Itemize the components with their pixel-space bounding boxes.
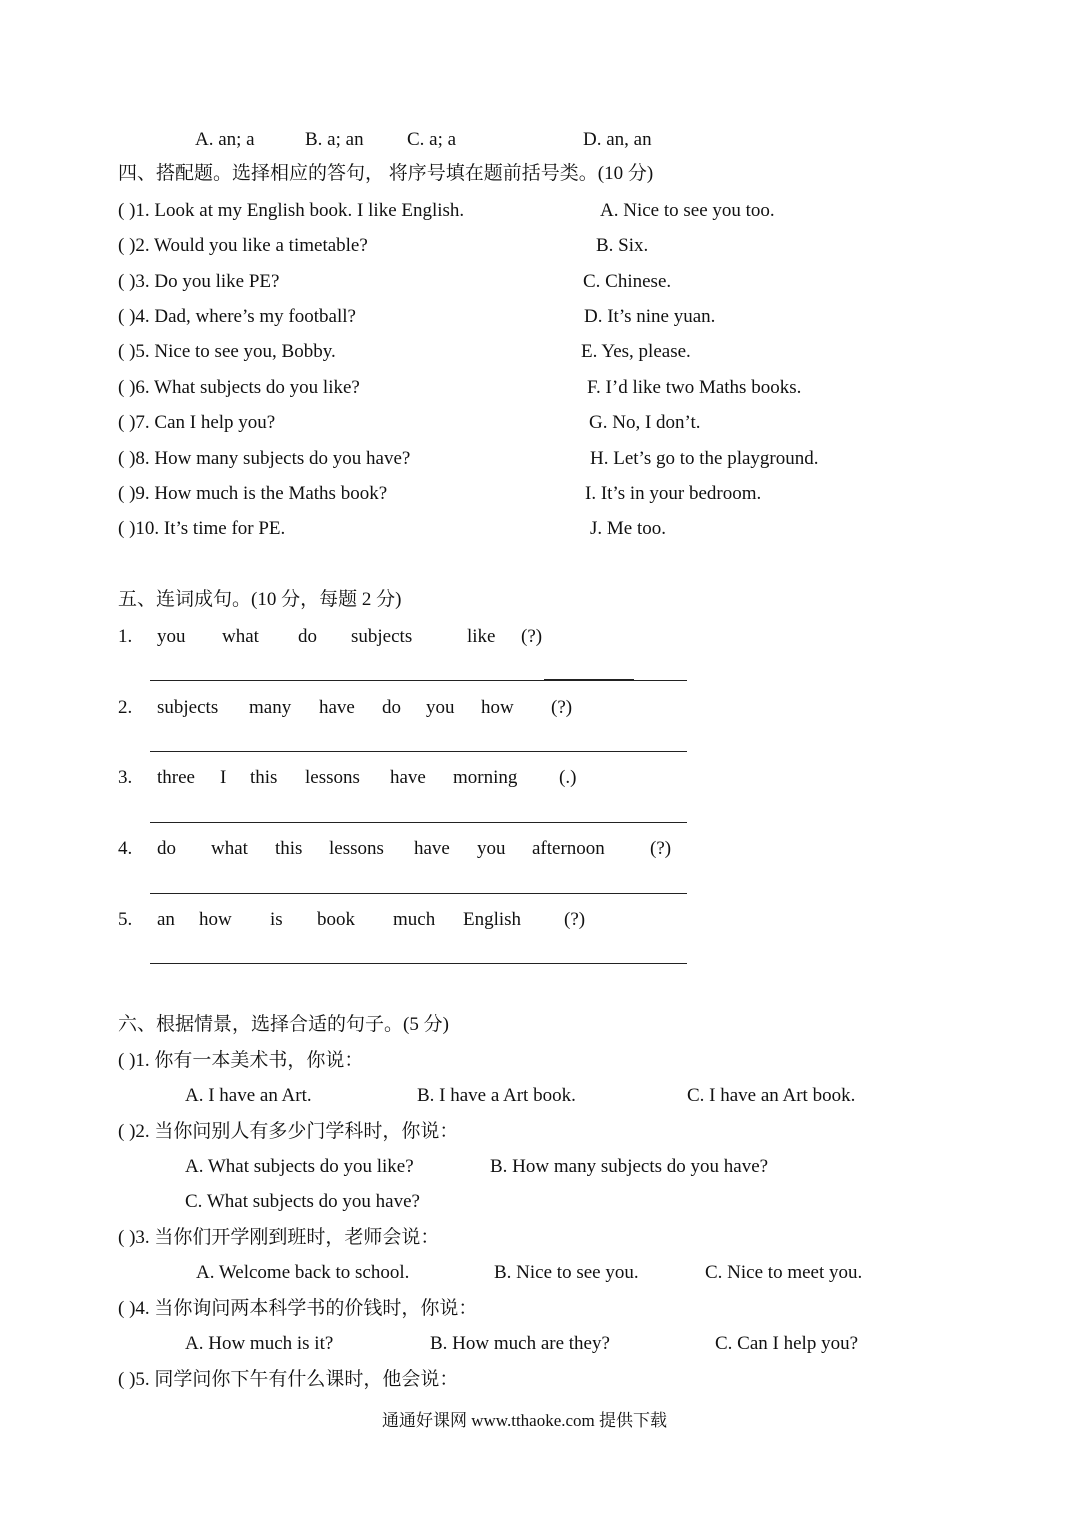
scrambled-word: (?) <box>564 909 586 930</box>
scrambled-word: you <box>426 697 455 718</box>
situation-question: ( )2. 当你问别人有多少门学科时，你说： <box>118 1121 459 1142</box>
scrambled-word: have <box>319 697 355 718</box>
scrambled-word: you <box>477 838 506 859</box>
match-question: ( )5. Nice to see you, Bobby. <box>118 341 336 362</box>
scrambled-word: English <box>463 909 522 930</box>
choice-option: A. What subjects do you like? <box>185 1156 414 1177</box>
section5-heading: 五、连词成句。(10 分，每题 2 分) <box>118 589 402 610</box>
match-answer: I. It’s in your bedroom. <box>585 483 762 504</box>
match-question: ( )9. How much is the Maths book? <box>118 483 388 504</box>
choice-option: B. I have a Art book. <box>417 1085 576 1106</box>
scrambled-word: this <box>275 838 303 859</box>
match-question: ( )10. It’s time for PE. <box>118 518 286 539</box>
scrambled-word: many <box>249 697 292 718</box>
match-answer: J. Me too. <box>590 518 666 539</box>
match-question: ( )8. How many subjects do you have? <box>118 448 411 469</box>
situation-question: ( )1. 你有一本美术书，你说： <box>118 1050 364 1071</box>
option-c: C. a; a <box>407 129 457 150</box>
answer-line[interactable] <box>150 751 687 752</box>
scrambled-word: have <box>414 838 450 859</box>
choice-option: A. How much is it? <box>185 1333 334 1354</box>
match-question: ( )3. Do you like PE? <box>118 271 280 292</box>
answer-line[interactable] <box>150 822 687 823</box>
item-number: 2. <box>118 697 133 718</box>
choice-option: A. I have an Art. <box>185 1085 312 1106</box>
scrambled-word: lessons <box>305 767 360 788</box>
option-b: B. a; an <box>305 129 364 150</box>
match-answer: C. Chinese. <box>583 271 672 292</box>
match-answer: D. It’s nine yuan. <box>584 306 716 327</box>
scrambled-word: have <box>390 767 426 788</box>
scrambled-word: what <box>211 838 248 859</box>
scrambled-word: (.) <box>559 767 577 788</box>
situation-question: ( )4. 当你询问两本科学书的价钱时，你说： <box>118 1298 478 1319</box>
item-number: 5. <box>118 909 133 930</box>
choice-option: B. How many subjects do you have? <box>490 1156 769 1177</box>
situation-question: ( )5. 同学问你下午有什么课时，他会说： <box>118 1369 459 1390</box>
scrambled-word: (?) <box>551 697 573 718</box>
match-question: ( )1. Look at my English book. I like English. <box>118 200 465 221</box>
match-answer: A. Nice to see you too. <box>600 200 775 221</box>
choice-option: C. I have an Art book. <box>687 1085 856 1106</box>
item-number: 1. <box>118 626 133 647</box>
match-answer: B. Six. <box>596 235 649 256</box>
answer-line[interactable] <box>150 893 687 894</box>
match-question: ( )7. Can I help you? <box>118 412 276 433</box>
item-number: 3. <box>118 767 133 788</box>
section6-heading: 六、根据情景，选择合适的句子。(5 分) <box>118 1014 449 1035</box>
choice-option: C. Can I help you? <box>715 1333 859 1354</box>
page-footer: 通通好课网 www.tthaoke.com 提供下载 <box>382 1411 668 1430</box>
scrambled-word: three <box>157 767 195 788</box>
scrambled-word: afternoon <box>532 838 605 859</box>
scrambled-word: how <box>481 697 514 718</box>
match-answer: F. I’d like two Maths books. <box>587 377 802 398</box>
scrambled-word: (?) <box>521 626 543 647</box>
match-answer: E. Yes, please. <box>581 341 691 362</box>
scrambled-word: is <box>270 909 283 930</box>
scrambled-word: how <box>199 909 232 930</box>
item-number: 4. <box>118 838 133 859</box>
option-a: A. an; a <box>195 129 255 150</box>
scrambled-word: you <box>157 626 186 647</box>
match-question: ( )4. Dad, where’s my football? <box>118 306 356 327</box>
section4-heading: 四、搭配题。选择相应的答句， 将序号填在题前括号类。(10 分) <box>118 163 654 184</box>
scrambled-word: what <box>222 626 259 647</box>
choice-option: C. What subjects do you have? <box>185 1191 420 1212</box>
match-answer: H. Let’s go to the playground. <box>590 448 819 469</box>
scrambled-word: subjects <box>351 626 413 647</box>
match-answer: G. No, I don’t. <box>589 412 701 433</box>
choice-option: A. Welcome back to school. <box>196 1262 410 1283</box>
scrambled-word: do <box>157 838 176 859</box>
scrambled-word: subjects <box>157 697 219 718</box>
choice-option: B. Nice to see you. <box>494 1262 639 1283</box>
scrambled-word: I <box>220 767 227 788</box>
answer-line[interactable] <box>150 963 687 964</box>
choice-option: C. Nice to meet you. <box>705 1262 863 1283</box>
scrambled-word: do <box>298 626 317 647</box>
scrambled-word: much <box>393 909 436 930</box>
option-d: D. an, an <box>583 129 652 150</box>
answer-line-mark <box>544 679 634 681</box>
scrambled-word: this <box>250 767 278 788</box>
scrambled-word: lessons <box>329 838 384 859</box>
match-question: ( )2. Would you like a timetable? <box>118 235 368 256</box>
scrambled-word: do <box>382 697 401 718</box>
scrambled-word: an <box>157 909 175 930</box>
scrambled-word: book <box>317 909 355 930</box>
scrambled-word: like <box>467 626 496 647</box>
scrambled-word: morning <box>453 767 518 788</box>
situation-question: ( )3. 当你们开学刚到班时，老师会说： <box>118 1227 440 1248</box>
scrambled-word: (?) <box>650 838 672 859</box>
match-question: ( )6. What subjects do you like? <box>118 377 360 398</box>
choice-option: B. How much are they? <box>430 1333 610 1354</box>
